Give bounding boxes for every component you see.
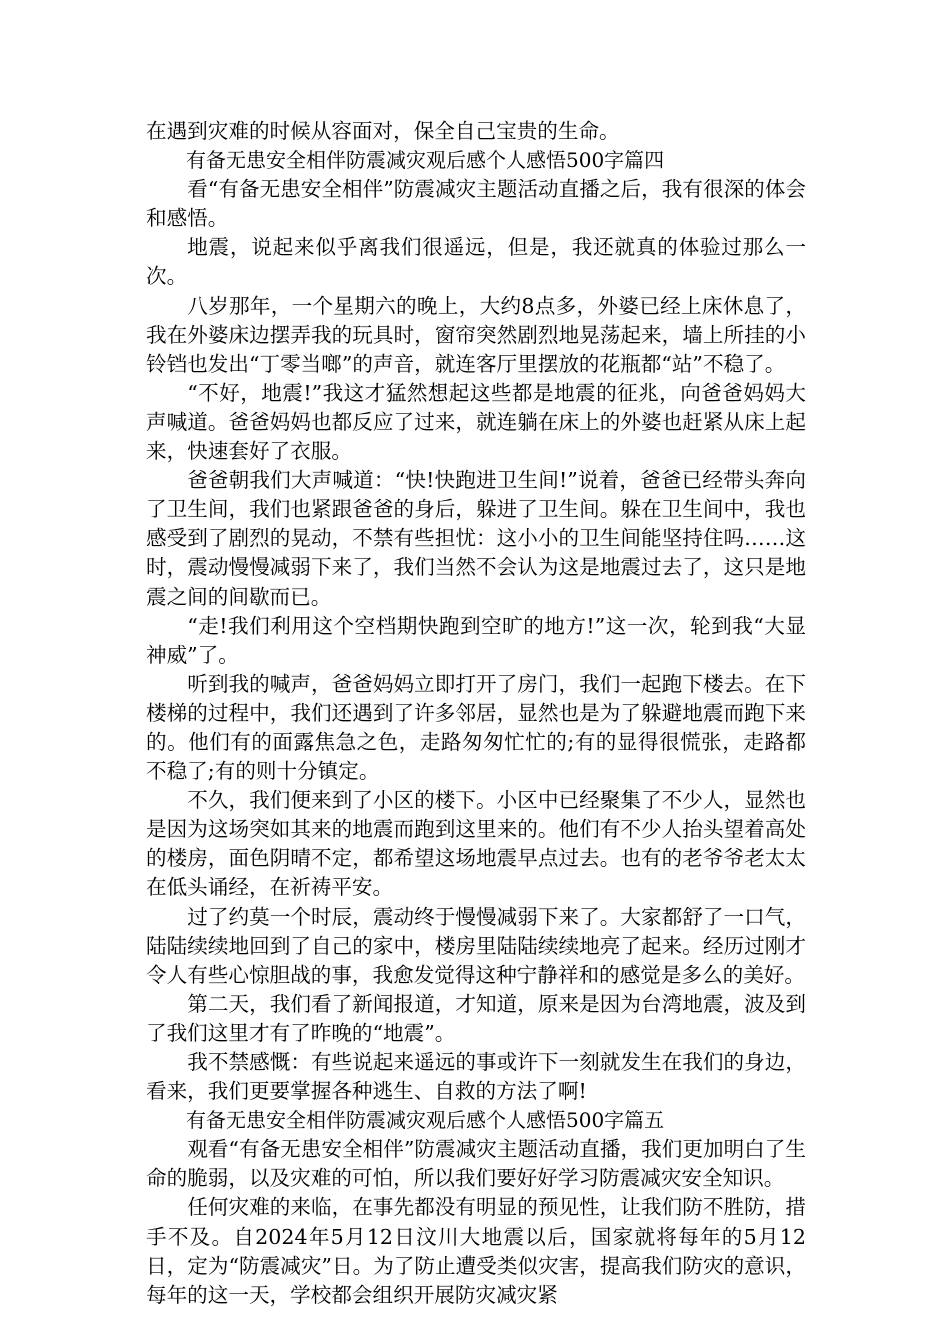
paragraph: 我不禁感慨：有些说起来遥远的事或许下一刻就发生在我们的身边，看来，我们更要掌握各种逃生、自救的方法了啊! (146, 1050, 806, 1104)
paragraph: 观看“有备无患安全相伴”防震减灾主题活动直播，我们更加明白了生命的脆弱，以及灾难的可怕，所以我们要好好学习防震减灾安全知识。 (146, 1137, 806, 1191)
paragraph: 八岁那年，一个星期六的晚上，大约8点多，外婆已经上床休息了，我在外婆床边摆弄我的玩具时，窗帘突然剧烈地晃荡起来，墙上所挂的小铃铛也发出“丁零当啷”的声音，就连客厅里摆放的花瓶都“站”不稳了。 (146, 293, 806, 376)
paragraph: 任何灾难的来临，在事先都没有明显的预见性，让我们防不胜防，措手不及。自2024年5月12日汶川大地震以后，国家就将每年的5月12日，定为“防震减灾”日。为了防止遭受类似灾害，提高我们防灾的意识，每年的这一天，学校都会组织开展防灾减灾紧 (146, 1195, 806, 1307)
paragraph: 看“有备无患安全相伴”防震减灾主题活动直播之后，我有很深的体会和感悟。 (146, 177, 806, 231)
paragraph: 过了约莫一个时辰，震动终于慢慢减弱下来了。大家都舒了一口气，陆陆续续地回到了自己的家中，楼房里陆陆续续地亮了起来。经历过刚才令人有些心惊胆战的事，我愈发觉得这种宁静祥和的感觉是多么的美好。 (146, 904, 806, 987)
paragraph: 地震，说起来似乎离我们很遥远，但是，我还就真的体验过那么一次。 (146, 235, 806, 289)
paragraph: 听到我的喊声，爸爸妈妈立即打开了房门，我们一起跑下楼去。在下楼梯的过程中，我们还遇到了许多邻居，显然也是为了躲避地震而跑下来的。他们有的面露焦急之色，走路匆匆忙忙的;有的显得很慌张，走路都不稳了;有的则十分镇定。 (146, 671, 806, 784)
section-heading: 有备无患安全相伴防震减灾观后感个人感悟500字篇五 (186, 1108, 665, 1133)
document-body (146, 117, 806, 1310)
paragraph: 爸爸朝我们大声喊道：“快!快跑进卫生间!”说着，爸爸已经带头奔向了卫生间，我们也紧跟爸爸的身后，躲进了卫生间。躲在卫生间中，我也感受到了剧烈的晃动，不禁有些担忧：这小小的卫生间能坚持住吗……这时，震动慢慢减弱下来了，我们当然不会认为这是地震过去了，这只是地震之间的间歇而已。 (146, 468, 806, 609)
paragraph: “走!我们利用这个空档期快跑到空旷的地方!”这一次，轮到我“大显神威”了。 (146, 613, 806, 667)
paragraph: “不好，地震!”我这才猛然想起这些都是地震的征兆，向爸爸妈妈大声喊道。爸爸妈妈也都反应了过来，就连躺在床上的外婆也赶紧从床上起来，快速套好了衣服。 (146, 380, 806, 464)
paragraph: 第二天，我们看了新闻报道，才知道，原来是因为台湾地震，波及到了我们这里才有了昨晚的“地震”。 (146, 991, 806, 1045)
paragraph: 在遇到灾难的时候从容面对，保全自己宝贵的生命。 (146, 119, 620, 143)
paragraph: 不久，我们便来到了小区的楼下。小区中已经聚集了不少人，显然也是因为这场突如其来的地震而跑到这里来的。他们有不少人抬头望着高处的楼房，面色阴晴不定，都希望这场地震早点过去。也有的老爷爷老太太在低头诵经，在祈祷平安。 (146, 788, 806, 900)
section-heading: 有备无患安全相伴防震减灾观后感个人感悟500字篇四 (186, 148, 665, 173)
